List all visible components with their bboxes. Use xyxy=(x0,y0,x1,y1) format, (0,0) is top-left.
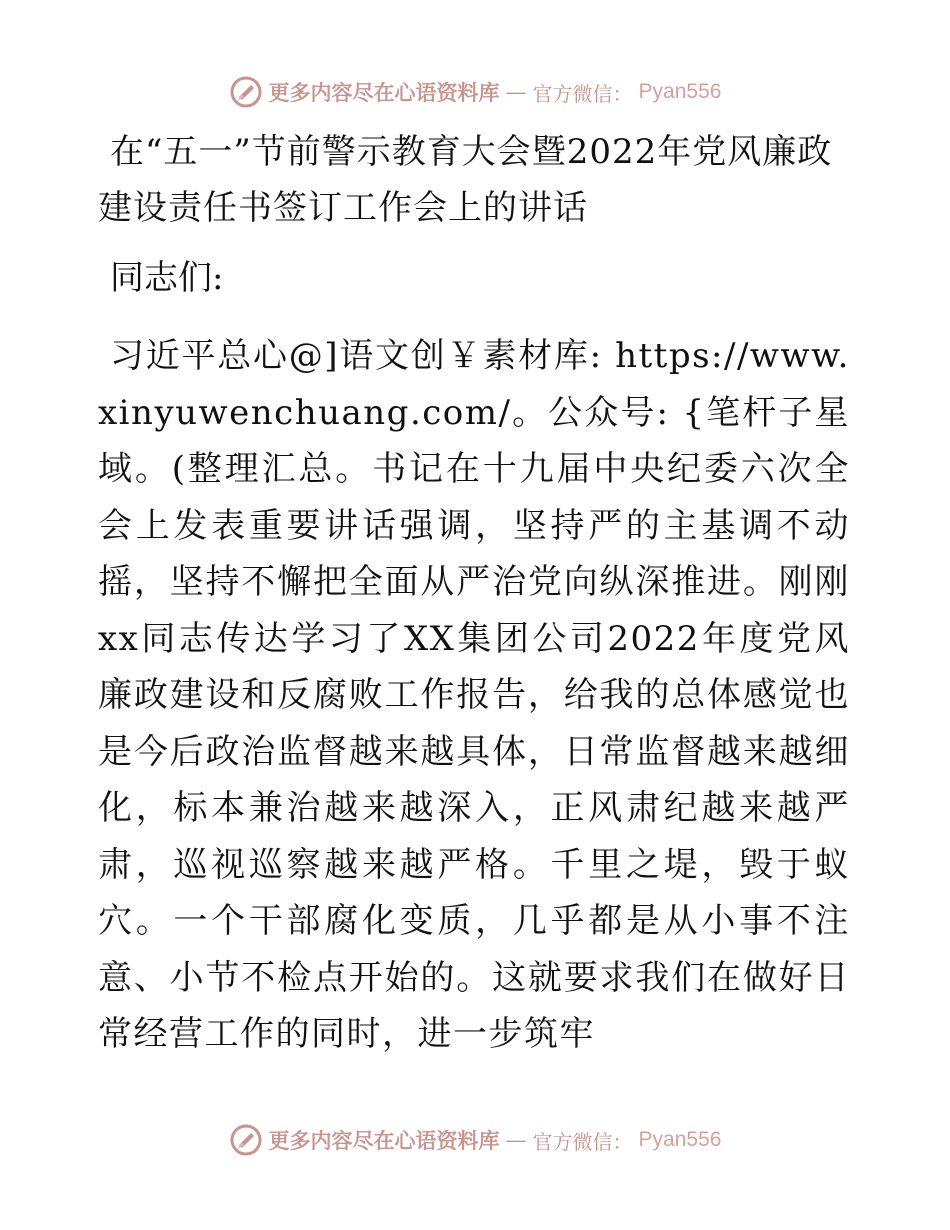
document-body xyxy=(98,124,850,1063)
brand-logo-icon xyxy=(229,1123,263,1157)
watermark-separator: — xyxy=(505,1128,527,1152)
document-title: 在“五一”节前警示教育大会暨2022年党风廉政建设责任书签订工作会上的讲话 xyxy=(98,132,833,228)
header-watermark xyxy=(0,70,950,114)
watermark-wechat-label: 官方微信： xyxy=(532,81,633,106)
watermark-wechat-label: 官方微信： xyxy=(532,1129,633,1154)
watermark-wechat-id: Pyan556 xyxy=(638,80,722,103)
watermark-brand-text: 更多内容尽在心语资料库 xyxy=(268,80,500,105)
brand-logo-icon xyxy=(229,75,263,109)
watermark-separator: — xyxy=(505,80,527,104)
salutation: 同志们: xyxy=(110,258,224,298)
body-paragraph: 习近平总心@]语文创￥素材库: https://www.xinyuwenchuang.com/。公众号: {笔杆子星域。(整理汇总。书记在十九届中央纪委六次全会上发表重要讲话强调，坚持严的主基调不动摇，坚持不懈把全面从严治党向纵深推进。刚刚xx同志传达学习了XX集团公司2022年度党风廉政建设和反腐败工作报告，给我的总体感觉也是今后政治监督越来越具体，日常监督越来越细化，标本兼治越来越深入，正风肃纪越来越严肃，巡视巡察越来越严格。千里之堤，毁于蚁穴。一个干部腐化变质，几乎都是从小事不注意、小节不检点开始的。这就要求我们在做好日常经营工作的同时，进一步筑牢 xyxy=(98,336,850,1054)
watermark-brand-text: 更多内容尽在心语资料库 xyxy=(268,1128,500,1153)
watermark-wechat-id: Pyan556 xyxy=(638,1128,722,1151)
footer-watermark xyxy=(0,1118,950,1162)
